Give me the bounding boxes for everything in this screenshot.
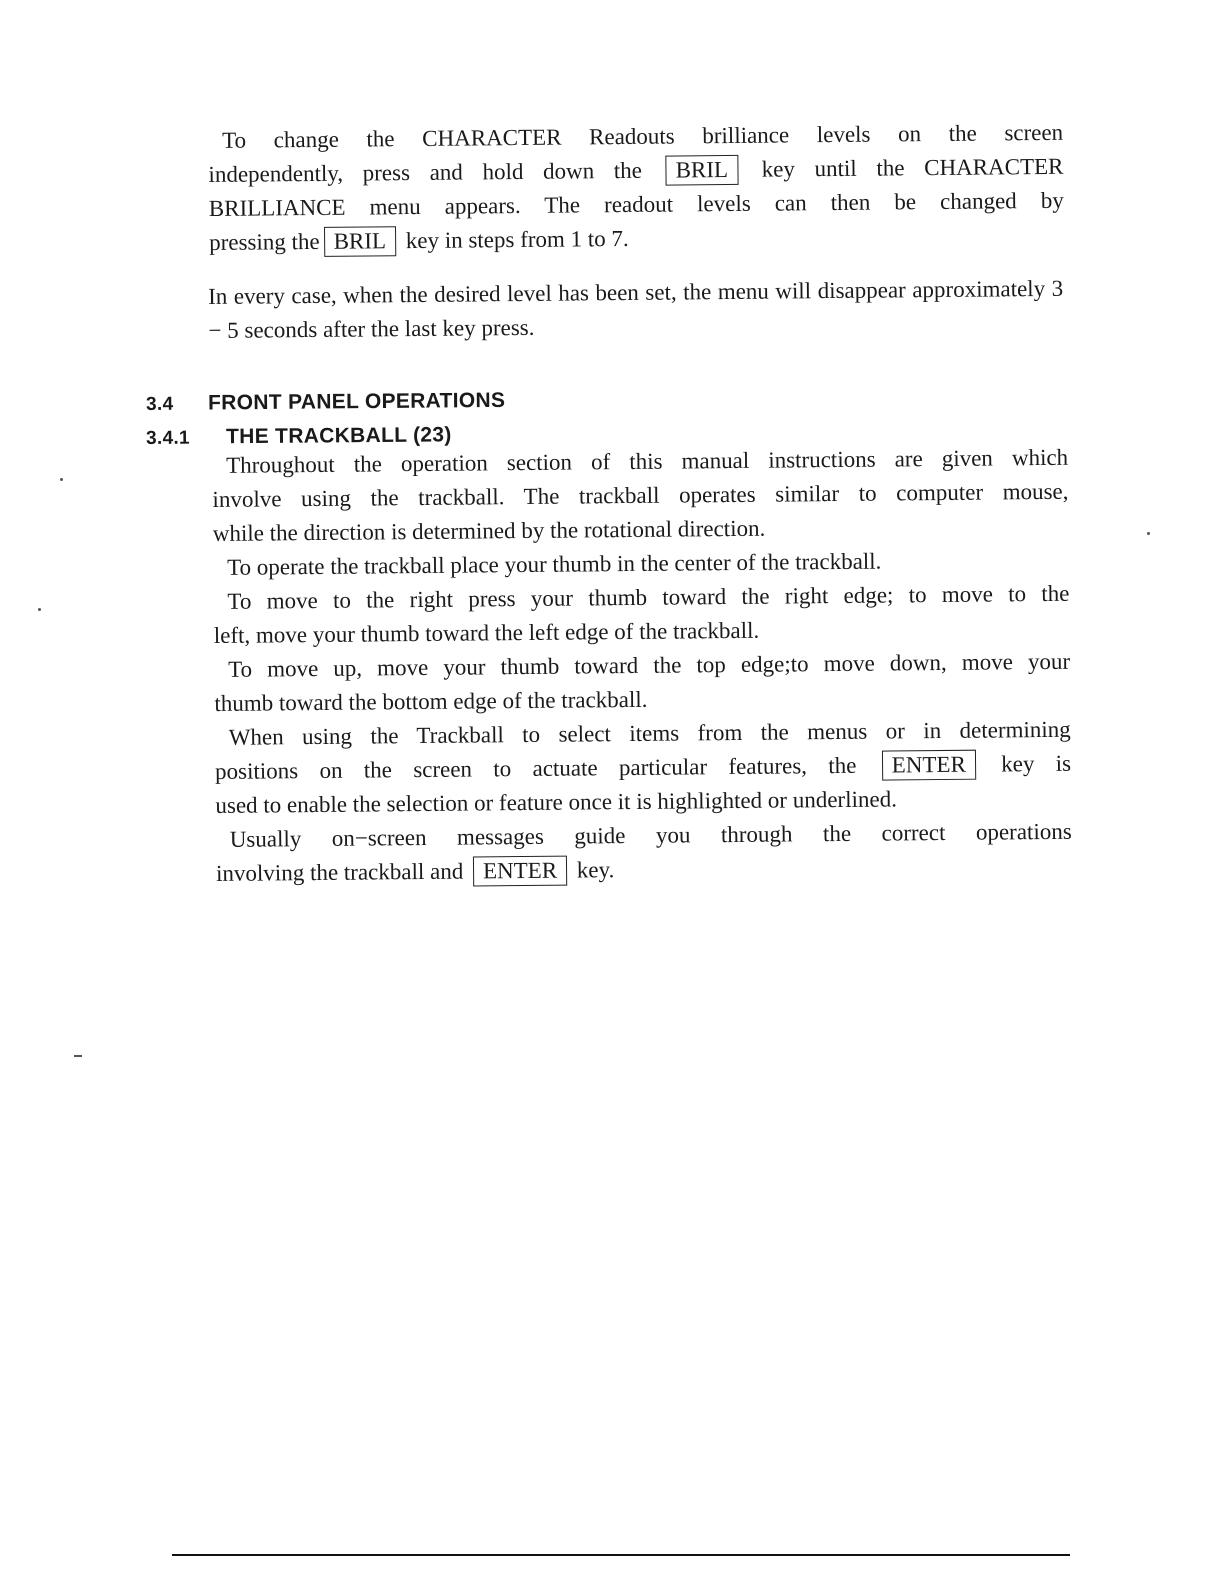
text-fragment: key is: [1001, 750, 1072, 777]
text-fragment: independently, press and hold down the: [208, 157, 643, 187]
scan-speck: [74, 1055, 82, 1057]
section-number: 3.4.1: [146, 427, 190, 449]
scan-speck: [60, 478, 63, 481]
brilliance-paragraph: [208, 116, 1064, 260]
text-fragment: key until the CHARACTER: [761, 153, 1064, 182]
enter-key-label: ENTER: [473, 856, 567, 887]
section-title: THE TRACKBALL (23): [225, 423, 452, 449]
text-line: while the direction is determined by the rotational direction.: [212, 515, 766, 546]
text-line: Usually on−screen messages guide you through the correct operations: [229, 818, 1072, 852]
text-fragment: key in steps from 1 to 7.: [405, 225, 629, 254]
every-case-paragraph: [208, 272, 1064, 348]
text-line: When using the Trackball to select items from the menus or in determining: [228, 716, 1071, 750]
text-line: approximately 3 − 5 seconds after the last key press.: [208, 275, 1064, 343]
section-number: 3.4: [146, 393, 174, 415]
trackball-section-body: [212, 441, 1072, 891]
text-line: [216, 849, 1072, 891]
enter-key-label: ENTER: [882, 750, 976, 781]
text-line: used to enable the selection or feature once it is highlighted or underlined.: [215, 786, 897, 818]
text-line: thumb toward the bottom edge of the trackball.: [214, 686, 648, 716]
text-line: left, move your thumb toward the left edge of the trackball.: [213, 617, 760, 648]
section-title: FRONT PANEL OPERATIONS: [207, 388, 506, 415]
bril-key-label: BRIL: [324, 226, 397, 257]
footer-rule: [172, 1554, 1070, 1556]
text-line: In every case, when the desired level has been set, the menu will disappear: [208, 277, 906, 309]
scan-speck: [1147, 532, 1150, 535]
section-heading-3-4-1: [146, 423, 452, 450]
section-heading-3-4: [146, 389, 505, 416]
text-line: To operate the trackball place your thumb in the center of the trackball.: [227, 548, 882, 580]
text-line: BRILLIANCE menu appears. The readout levels can then be changed by: [208, 187, 1064, 221]
text-fragment: positions on the screen to actuate particular features, the: [214, 752, 857, 784]
text-line: [209, 218, 1064, 260]
text-fragment: key.: [576, 857, 615, 883]
text-line: Throughout the operation section of this manual instructions are given which: [226, 444, 1069, 478]
text-line: To move to the right press your thumb toward the right edge; to move to the: [227, 580, 1070, 614]
bril-key-label: BRIL: [665, 155, 738, 186]
text-fragment: involving the trackball and: [215, 858, 464, 886]
text-line: To move up, move your thumb toward the top edge;to move down, move your: [227, 648, 1071, 682]
text-line: To change the CHARACTER Readouts brilliance levels on the screen: [222, 119, 1064, 153]
text-fragment: pressing the: [209, 228, 320, 255]
text-line: involve using the trackball. The trackball operates similar to computer mouse,: [212, 478, 1069, 512]
scan-speck: [38, 608, 41, 611]
